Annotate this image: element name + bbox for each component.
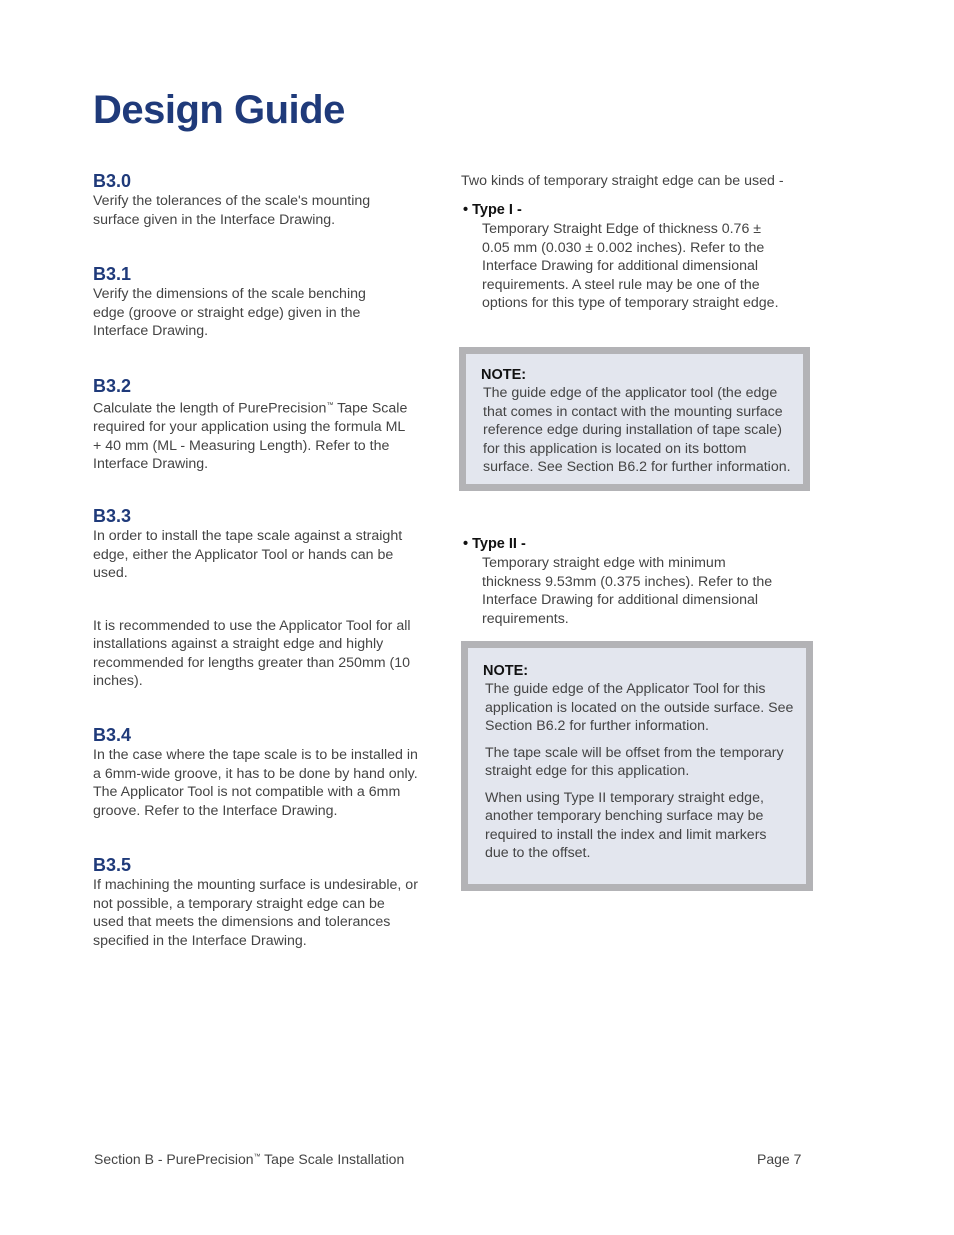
footer-section-title	[94, 1151, 404, 1167]
type-ii-item	[463, 534, 803, 628]
page-number: Page 7	[757, 1151, 802, 1167]
section-b3-0	[93, 170, 423, 229]
section-b3-4	[93, 724, 423, 820]
section-heading: B3.4	[93, 725, 132, 745]
note-label: NOTE:	[481, 367, 527, 383]
section-text: Verify the dimensions of the scale benching edge (groove or straight edge) given in the Interface Drawing.	[93, 286, 366, 339]
note-text: The guide edge of the applicator tool (the edge that comes in contact with the mounting surface reference edge during installation of tape scale) for this application is located on its bottom surface. See Section B6.2 for further information.	[483, 385, 791, 475]
section-b3-1	[93, 263, 423, 341]
page-title: Design Guide	[93, 88, 345, 132]
section-text	[93, 397, 413, 474]
text-part: Tape Scale required for your application using the formula ML + 40 mm (ML - Measuring Length). Refer to the Interface Drawing.	[93, 400, 408, 473]
trademark: ™	[253, 1153, 261, 1161]
type-i-text: Temporary Straight Edge of thickness 0.76 ± 0.05 mm (0.030 ± 0.002 inches). Refer to the Interface Drawing for additional dimensional requirements. A steel rule may be one of the options for this type of temporary straight edge.	[482, 221, 779, 311]
type-i-label: • Type I -	[463, 202, 522, 218]
section-heading: B3.2	[93, 376, 132, 396]
intro-text: Two kinds of temporary straight edge can be used -	[461, 173, 784, 189]
type-ii-label: • Type II -	[463, 536, 526, 552]
note-text-3: When using Type II temporary straight edge, another temporary benching surface may be required to install the index and limit markers due to the offset.	[485, 789, 767, 861]
note-text-1: The guide edge of the Applicator Tool for this application is located on the outside surface. See Section B6.2 for further information.	[485, 681, 794, 734]
footer-text: Tape Scale Installation	[260, 1151, 405, 1167]
section-heading: B3.1	[93, 264, 132, 284]
section-text-2: It is recommended to use the Applicator Tool for all installations against a straight edge and highly recommended for lengths greater than 250mm (10 inches).	[93, 617, 411, 689]
section-heading: B3.0	[93, 171, 132, 191]
trademark: ™	[326, 402, 334, 409]
type-ii-text: Temporary straight edge with minimum thickness 9.53mm (0.375 inches). Refer to the Interface Drawing for additional dimensional requirements.	[482, 555, 773, 627]
section-text: In order to install the tape scale against a straight edge, either the Applicator Tool or hands can be used.	[93, 528, 403, 581]
type-i-item	[463, 200, 803, 313]
section-text: If machining the mounting surface is undesirable, or not possible, a temporary straight edge can be used that meets the dimensions and tolerances specified in the Interface Drawing.	[93, 877, 418, 949]
section-text: In the case where the tape scale is to be installed in a 6mm-wide groove, it has to be done by hand only. The Applicator Tool is not compatible with a 6mm groove. Refer to the Interface Drawing.	[93, 747, 418, 819]
note-label: NOTE:	[483, 663, 529, 679]
text-part: Calculate the length of PurePrecision	[93, 400, 327, 417]
section-text: Verify the tolerances of the scale's mounting surface given in the Interface Drawing.	[93, 193, 371, 228]
note-box-1	[459, 347, 810, 491]
section-b3-5	[93, 854, 423, 950]
section-heading: B3.5	[93, 855, 132, 875]
note-text-2: The tape scale will be offset from the temporary straight edge for this application.	[485, 744, 784, 779]
section-b3-2	[93, 375, 423, 474]
section-b3-3	[93, 505, 423, 691]
footer-text: Section B - PurePrecision	[94, 1151, 254, 1167]
section-heading: B3.3	[93, 506, 132, 526]
note-box-2	[461, 641, 813, 891]
